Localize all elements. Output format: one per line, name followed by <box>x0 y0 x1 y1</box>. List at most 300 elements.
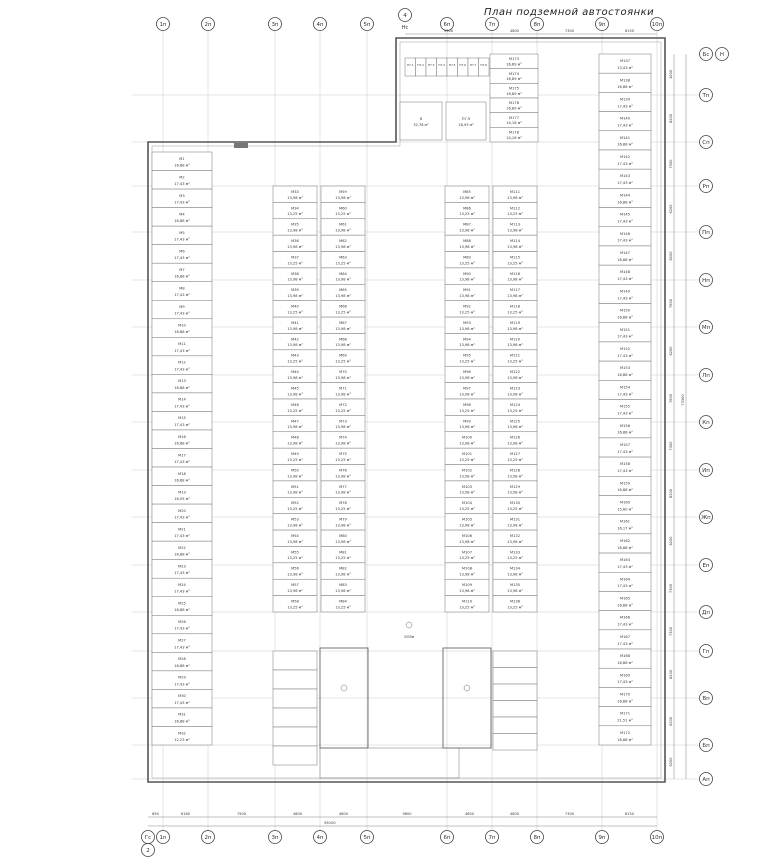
stall-number: М91 <box>463 288 471 293</box>
parking-stall <box>152 689 212 708</box>
plan-title: План подземной автостоянки <box>484 7 655 18</box>
parking-stall <box>445 448 489 464</box>
storage-cell <box>458 58 469 76</box>
stall-area: 13,98 м² <box>287 539 303 544</box>
room-6 <box>400 102 442 140</box>
axis-right-Ап-label: Ап <box>702 777 710 784</box>
parking-stall-lower <box>493 668 537 685</box>
stall-number: М146 <box>620 231 630 236</box>
stall-area: 13,25 м² <box>287 408 303 413</box>
dim-right-overall: 73300 <box>681 394 685 406</box>
stall-number: М95 <box>463 353 471 358</box>
dim-top: 4800 <box>510 29 519 33</box>
parking-stall <box>152 578 212 597</box>
room-area: 18,93 м² <box>458 123 474 127</box>
storage-label: П7.3 <box>427 63 435 67</box>
parking-stall <box>152 356 212 375</box>
dim-bottom: 6150 <box>625 812 634 816</box>
stall-number: М148 <box>620 270 630 275</box>
parking-stall <box>493 268 537 284</box>
stall-area: 13,25 м² <box>335 261 351 266</box>
stall-number: М58 <box>291 599 299 604</box>
stall-area: 13,98 м² <box>287 326 303 331</box>
stall-area: 13,25 м² <box>507 457 523 462</box>
stall-number: М75 <box>339 452 347 457</box>
dim-top: 6150 <box>625 29 634 33</box>
dim-right: 7600 <box>669 299 673 308</box>
stall-number: М118 <box>510 304 520 309</box>
stall-number: М163 <box>620 558 630 563</box>
stall-area: 13,25 м² <box>287 359 303 364</box>
stall-area: 17,43 м² <box>174 367 190 372</box>
parking-stall <box>599 553 651 572</box>
stall-number: М150 <box>620 308 630 313</box>
parking-stall <box>321 399 365 415</box>
parking-stall-lower <box>493 717 537 734</box>
stall-number: М170 <box>620 692 630 697</box>
exit-zone <box>320 748 459 778</box>
parking-stalls <box>152 54 651 765</box>
stall-area: 13,25 м² <box>287 261 303 266</box>
stall-area: 17,43 м² <box>174 293 190 298</box>
stall-number: М161 <box>620 519 630 524</box>
stall-number: М169 <box>620 673 630 678</box>
stall-number: М167 <box>620 634 630 639</box>
stall-number: М13 <box>178 379 186 384</box>
stall-number: М136 <box>510 599 520 604</box>
parking-stall <box>599 265 651 284</box>
stall-number: М70 <box>339 370 347 375</box>
stall-number: М97 <box>463 386 471 391</box>
parking-stall <box>493 383 537 399</box>
stall-area: 17,43 м² <box>617 104 633 109</box>
stall-number: М102 <box>462 468 472 473</box>
stall-number: М67 <box>339 320 347 325</box>
stall-number: М19 <box>178 490 186 495</box>
stall-area: 13,98 м² <box>335 228 351 233</box>
parking-stall-lower <box>493 734 537 751</box>
dim-bottom: 7300 <box>565 812 574 816</box>
parking-stall <box>599 457 651 476</box>
stall-number: М166 <box>620 615 630 620</box>
parking-stall <box>445 350 489 366</box>
parking-stall <box>321 596 365 612</box>
stall-number: М137 <box>620 59 630 64</box>
stall-area: 17,43 м² <box>174 422 190 427</box>
parking-stall <box>445 579 489 595</box>
stall-number: М57 <box>291 583 299 588</box>
stall-area: 13,25 м² <box>507 212 523 217</box>
stall-number: М116 <box>510 271 520 276</box>
stall-number: М34 <box>291 206 299 211</box>
stall-area: 13,98 м² <box>287 392 303 397</box>
parking-stall <box>273 235 317 251</box>
stall-number: М160 <box>620 500 630 505</box>
stall-area: 13,25 м² <box>507 556 523 561</box>
stall-number: М168 <box>620 654 630 659</box>
stall-number: М74 <box>339 435 347 440</box>
stall-number: М123 <box>510 386 520 391</box>
stall-area: 13,98 м² <box>335 277 351 282</box>
dim-bottom: 7500 <box>237 812 246 816</box>
parking-stall <box>599 361 651 380</box>
parking-stall <box>321 219 365 235</box>
dim-right: 6200 <box>669 717 673 726</box>
parking-stall-lower <box>273 708 317 727</box>
parking-stall <box>321 465 365 481</box>
parking-stall <box>273 284 317 300</box>
stall-area: 17,43 м² <box>174 645 190 650</box>
stall-number: М23 <box>178 564 186 569</box>
stall-number: М164 <box>620 577 630 582</box>
parking-stall <box>493 301 537 317</box>
stall-area: 13,98 м² <box>287 376 303 381</box>
stall-number: М178 <box>509 130 519 135</box>
stall-area: 13,25 м² <box>335 605 351 610</box>
stall-area: 13,98 м² <box>335 343 351 348</box>
dim-top: 9300 <box>444 29 453 33</box>
stall-area: 13,43 м² <box>617 65 633 70</box>
storage-cell <box>437 58 448 76</box>
stall-number: М22 <box>178 545 186 550</box>
parking-stall <box>273 563 317 579</box>
storage-label: П7.8 <box>480 63 487 67</box>
dim-bottom: 4800 <box>293 812 302 816</box>
parking-stall <box>445 481 489 497</box>
stall-number: М115 <box>510 255 520 260</box>
stall-area: 13,98 м² <box>335 195 351 200</box>
stall-number: М20 <box>178 508 186 513</box>
axis-top-4п-label: 4п <box>316 22 324 29</box>
stall-area: 17,43 м² <box>617 584 633 589</box>
stall-number: М56 <box>291 566 299 571</box>
axis-top-3п-label: 3п <box>271 22 279 29</box>
storage-label: П7.1 <box>406 63 414 67</box>
stall-area: 17,43 м² <box>617 411 633 416</box>
parking-stall-lower <box>493 701 537 718</box>
stall-number: М25 <box>178 601 186 606</box>
parking-stall <box>152 300 212 319</box>
parking-stall <box>273 481 317 497</box>
stall-number: М21 <box>178 527 186 532</box>
stall-area: 13,98 м² <box>335 392 351 397</box>
parking-stall <box>599 323 651 342</box>
axis-top-2п-label: 2п <box>204 22 212 29</box>
stall-area: 13,98 м² <box>287 277 303 282</box>
stall-number: М38 <box>291 271 299 276</box>
parking-stall <box>493 219 537 235</box>
stall-number: М50 <box>291 468 299 473</box>
stall-number: М87 <box>463 222 471 227</box>
axis-right-Еп-label: Еп <box>702 563 710 570</box>
stall-area: 16,68 м² <box>174 478 190 483</box>
parking-stall <box>152 726 212 745</box>
axis-bottom-7п-label: 7п <box>488 835 496 842</box>
stall-area: 13,98 м² <box>335 572 351 577</box>
stall-area: 13,25 м² <box>507 605 523 610</box>
parking-stall <box>321 235 365 251</box>
stall-number: М158 <box>620 462 630 467</box>
stall-number: М117 <box>510 288 520 293</box>
stall-number: М81 <box>339 550 347 555</box>
stall-number: М10 <box>178 323 186 328</box>
room-name: П7.9 <box>461 117 471 121</box>
stall-number: М162 <box>620 538 630 543</box>
stall-number: М76 <box>339 468 347 473</box>
parking-stall <box>599 208 651 227</box>
stall-area: 16,88 м² <box>617 200 633 205</box>
parking-stall <box>445 284 489 300</box>
center-label: 3330м <box>403 635 415 639</box>
axis-right-Сп-label: Сп <box>702 140 710 147</box>
stall-number: М12 <box>178 360 186 365</box>
stall-number: М5 <box>179 230 185 235</box>
parking-stall <box>599 380 651 399</box>
parking-stall <box>273 252 317 268</box>
stall-number: М31 <box>178 712 186 717</box>
stall-area: 17,43 м² <box>174 200 190 205</box>
parking-stall <box>152 393 212 412</box>
storage-cell <box>426 58 437 76</box>
stall-number: М62 <box>339 239 347 244</box>
parking-stall <box>599 188 651 207</box>
stall-number: М28 <box>178 657 186 662</box>
stall-area: 13,98 м² <box>287 572 303 577</box>
storage-label: П7.5 <box>448 63 456 67</box>
parking-stall <box>493 284 537 300</box>
stall-number: М43 <box>291 353 299 358</box>
stall-area: 13,98 м² <box>287 343 303 348</box>
stall-area: 13,98 м² <box>507 343 523 348</box>
parking-stall <box>273 579 317 595</box>
dim-right: 7600 <box>669 394 673 403</box>
stall-area: 13,98 м² <box>507 589 523 594</box>
parking-stall <box>152 504 212 523</box>
stall-area: 17,43 м² <box>617 334 633 339</box>
stall-area: 13,98 м² <box>335 523 351 528</box>
stall-number: М142 <box>620 155 630 160</box>
stall-number: М93 <box>463 320 471 325</box>
axis-bottom-2-label: 2 <box>146 848 150 855</box>
axis-bottom-gs-label: Гс <box>144 835 152 842</box>
axis-top-4-sub: Нс <box>401 25 409 31</box>
dim-right: 7500 <box>669 159 673 169</box>
stall-number: М127 <box>510 452 520 457</box>
ramp-marker <box>464 685 470 691</box>
parking-stall <box>273 596 317 612</box>
stall-number: М173 <box>509 57 519 62</box>
stall-area: 13,25 м² <box>507 310 523 315</box>
axis-top-5п-label: 5п <box>363 22 371 29</box>
stall-number: М82 <box>339 566 347 571</box>
stall-area: 16,88 м² <box>174 663 190 668</box>
stall-number: М132 <box>510 533 520 538</box>
stall-area: 17,43 м² <box>174 700 190 705</box>
axis-top-6п-label: 6п <box>443 22 451 29</box>
stall-number: М124 <box>510 402 520 407</box>
parking-stall <box>321 317 365 333</box>
stall-area: 13,98 м² <box>287 195 303 200</box>
parking-stall <box>599 668 651 687</box>
stall-number: М80 <box>339 533 347 538</box>
storage-label: П7.4 <box>438 63 445 67</box>
parking-stall <box>493 252 537 268</box>
stall-area: 13,98 м² <box>507 523 523 528</box>
stall-area: 13,98 м² <box>507 425 523 430</box>
stall-number: М143 <box>620 174 630 179</box>
parking-stall <box>599 246 651 265</box>
stall-area: 17,43 м² <box>617 622 633 627</box>
stall-number: М152 <box>620 346 630 351</box>
stall-number: М9 <box>179 305 185 310</box>
stall-area: 17,43 м² <box>174 181 190 186</box>
stall-area: 17,43 м² <box>617 449 633 454</box>
stall-area: 17,43 м² <box>174 626 190 631</box>
stall-area: 17,43 м² <box>617 680 633 685</box>
stall-area: 16,88 м² <box>174 719 190 724</box>
parking-stall <box>152 337 212 356</box>
parking-stall <box>599 419 651 438</box>
axis-top-4-label: 4 <box>403 13 407 20</box>
stall-area: 13,25 м² <box>459 212 475 217</box>
stall-number: М103 <box>462 484 472 489</box>
stall-number: М99 <box>463 419 471 424</box>
stall-number: М175 <box>509 86 519 91</box>
stall-area: 16,88 м² <box>617 142 633 147</box>
parking-stall <box>321 497 365 513</box>
stall-number: М96 <box>463 370 471 375</box>
parking-stall <box>445 202 489 218</box>
parking-stall <box>493 546 537 562</box>
stall-area: 17,43 м² <box>174 682 190 687</box>
stall-number: М44 <box>291 370 299 375</box>
dim-right: 8200 <box>669 489 673 498</box>
stall-area: 14,16 м² <box>506 121 522 126</box>
axis-bottom-1п-label: 1п <box>159 835 167 842</box>
parking-stall <box>599 92 651 111</box>
stall-area: 13,25 м² <box>287 457 303 462</box>
stall-area: 13,25 м² <box>459 359 475 364</box>
parking-stall <box>321 530 365 546</box>
parking-stall <box>599 169 651 188</box>
parking-stall <box>599 284 651 303</box>
parking-stall <box>321 350 365 366</box>
parking-stall <box>599 342 651 361</box>
stall-area: 13,98 м² <box>459 195 475 200</box>
parking-stall <box>273 301 317 317</box>
stall-area: 13,98 м² <box>287 425 303 430</box>
stall-number: М14 <box>178 397 186 402</box>
stall-area: 12,23 м² <box>174 737 190 742</box>
stall-area: 16,88 м² <box>174 441 190 446</box>
stall-area: 16,88 м² <box>617 85 633 90</box>
parking-stall <box>599 150 651 169</box>
stall-number: М42 <box>291 337 299 342</box>
stall-area: 13,98 м² <box>507 572 523 577</box>
stall-area: 13,98 м² <box>459 326 475 331</box>
stall-area: 13,98 м² <box>459 523 475 528</box>
stall-number: М2 <box>179 175 185 180</box>
stall-number: М63 <box>339 255 347 260</box>
parking-stall <box>445 514 489 530</box>
stall-number: М147 <box>620 251 630 256</box>
stall-number: М47 <box>291 419 299 424</box>
stall-number: М84 <box>339 599 347 604</box>
dim-right: 7300 <box>669 584 673 593</box>
parking-stall <box>321 202 365 218</box>
stall-number: М131 <box>510 517 520 522</box>
axis-right-Рп-label: Рп <box>702 184 710 191</box>
stall-area: 21,51 м² <box>617 718 633 723</box>
stall-number: М151 <box>620 327 630 332</box>
stall-number: М157 <box>620 442 630 447</box>
parking-stall <box>493 497 537 513</box>
parking-stall <box>493 465 537 481</box>
parking-stall-lower <box>493 684 537 701</box>
storage-cell <box>468 58 479 76</box>
storage-label: П7.2 <box>417 63 424 67</box>
parking-stall <box>445 219 489 235</box>
parking-stall <box>273 546 317 562</box>
stall-area: 17,43 м² <box>617 565 633 570</box>
parking-stall <box>493 530 537 546</box>
axis-right-Гп-label: Гп <box>702 649 710 656</box>
stall-area: 13,25 м² <box>459 261 475 266</box>
axis-bottom-4п-label: 4п <box>316 835 324 842</box>
stall-number: М133 <box>510 550 520 555</box>
stall-number: М39 <box>291 288 299 293</box>
parking-stall <box>152 560 212 579</box>
stall-area: 13,25 м² <box>287 310 303 315</box>
parking-stall <box>152 319 212 338</box>
stall-number: М32 <box>178 731 186 736</box>
stall-number: М155 <box>620 404 630 409</box>
dim-right: 6200 <box>669 757 673 767</box>
stall-area: 13,25 м² <box>459 408 475 413</box>
inner-wall-line <box>152 42 661 778</box>
stall-area: 13,98 м² <box>507 392 523 397</box>
stall-number: М153 <box>620 366 630 371</box>
axis-bottom-9п-label: 9п <box>598 835 606 842</box>
parking-stall <box>321 383 365 399</box>
axis-right-Лп-label: Лп <box>702 373 710 380</box>
stall-area: 13,98 м² <box>507 294 523 299</box>
stall-area: 17,43 м² <box>174 404 190 409</box>
parking-stall <box>493 317 537 333</box>
stall-area: 17,43 м² <box>617 641 633 646</box>
stall-area: 13,98 м² <box>459 376 475 381</box>
stall-area: 13,25 м² <box>287 212 303 217</box>
axis-right-Нп-label: Нп <box>702 278 710 285</box>
parking-stall-lower <box>273 746 317 765</box>
stall-area: 13,25 м² <box>335 457 351 462</box>
stall-area: 16,88 м² <box>617 430 633 435</box>
parking-stall <box>273 366 317 382</box>
stall-area: 13,98 м² <box>507 326 523 331</box>
axis-bottom-10п-label: 10п <box>651 835 663 842</box>
axis-right-Тп-label: Тп <box>702 93 710 100</box>
stall-number: М119 <box>510 320 520 325</box>
parking-stall <box>321 432 365 448</box>
stall-number: М165 <box>620 596 630 601</box>
storage-cell <box>479 58 490 76</box>
dim-right: 7300 <box>669 441 673 451</box>
parking-stall <box>599 304 651 323</box>
stall-area: 13,98 м² <box>287 589 303 594</box>
stall-area: 13,25 м² <box>335 507 351 512</box>
stall-number: М129 <box>510 484 520 489</box>
dim-bottom: 9600 <box>402 812 412 816</box>
